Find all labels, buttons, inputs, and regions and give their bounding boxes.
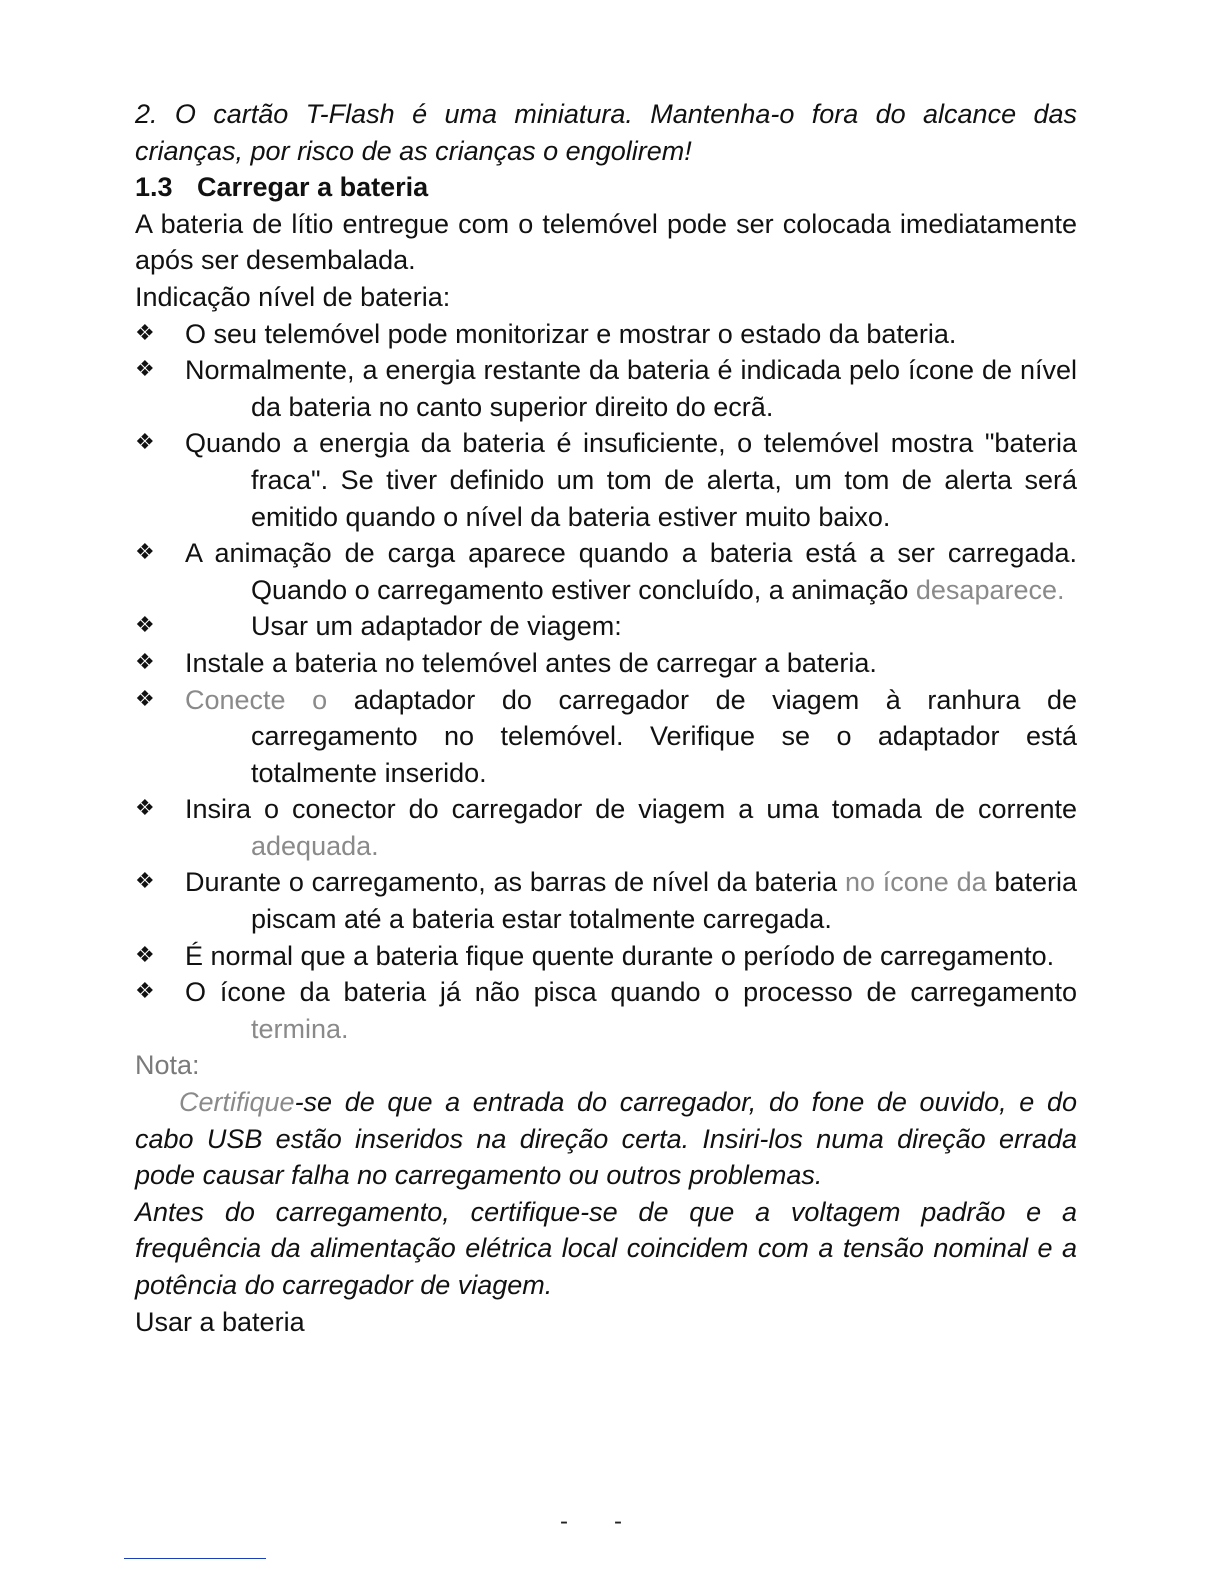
bullet-diamond-icon: ❖ xyxy=(135,942,155,968)
bullet-diamond-icon: ❖ xyxy=(135,613,155,639)
list-item: ❖ O ícone da bateria já não pisca quando o processo de carregamento termina. xyxy=(135,974,1077,1047)
footer-dash-right: - xyxy=(614,1508,622,1535)
list-item: ❖ Normalmente, a energia restante da bateria é indicada pelo ícone de nível da bateria no canto superior direito do ecrã. xyxy=(135,352,1077,425)
list-item: ❖ Quando a energia da bateria é insuficiente, o telemóvel mostra "bateria fraca". Se tiver definido um tom de alerta, um tom de alerta será emitido quando o nível da bateria estiver muito baixo. xyxy=(135,425,1077,535)
bullet-diamond-icon: ❖ xyxy=(135,357,155,383)
footnote-rule xyxy=(124,1558,266,1559)
battery-intro-paragraph: A bateria de lítio entregue com o telemóvel pode ser colocada imediatamente após ser desembalada. xyxy=(135,208,1077,276)
list-item: ❖ Instale a bateria no telemóvel antes de carregar a bateria. xyxy=(135,645,1077,682)
list-item: ❖ A animação de carga aparece quando a bateria está a ser carregada. Quando o carregamento estiver concluído, a animação desaparece. xyxy=(135,535,1077,608)
bullet-diamond-icon: ❖ xyxy=(135,320,155,346)
list-item: ❖ É normal que a bateria fique quente durante o período de carregamento. xyxy=(135,938,1077,975)
bullet-diamond-icon: ❖ xyxy=(135,649,155,675)
note-paragraph-2: Antes do carregamento, certifique-se de que a voltagem padrão e a frequência da alimentação elétrica local coincidem com a tensão nominal e a potência do carregador de viagem. xyxy=(135,1196,1077,1300)
note-label: Nota: xyxy=(135,1050,200,1081)
footer-dash-left: - xyxy=(560,1508,568,1535)
bullet-diamond-icon: ❖ xyxy=(135,430,155,456)
list-item: ❖ O seu telemóvel pode monitorizar e mostrar o estado da bateria. xyxy=(135,316,1077,353)
closing-heading: Usar a bateria xyxy=(135,1306,305,1337)
bullet-diamond-icon: ❖ xyxy=(135,979,155,1005)
bullet-diamond-icon: ❖ xyxy=(135,686,155,712)
list-item: ❖ Conecte o adaptador do carregador de viagem à ranhura de carregamento no telemóvel. Verifique se o adaptador está totalmente inserido. xyxy=(135,682,1077,792)
bullet-diamond-icon: ❖ xyxy=(135,796,155,822)
bullet-list xyxy=(135,316,1077,1048)
section-heading xyxy=(135,169,1077,206)
list-item: ❖ Durante o carregamento, as barras de nível da bateria no ícone da bateria piscam até a bateria estar totalmente carregada. xyxy=(135,864,1077,937)
intro-paragraph: 2. O cartão T-Flash é uma miniatura. Mantenha-o fora do alcance das crianças, por risco de as crianças o engolirem! xyxy=(135,99,1077,166)
section-number: 1.3 xyxy=(135,172,173,203)
section-title: Carregar a bateria xyxy=(197,172,429,203)
list-item: ❖ Usar um adaptador de viagem: xyxy=(135,608,1077,645)
document-page xyxy=(135,96,1077,1340)
note-paragraph-1: Certifique-se de que a entrada do carregador, do fone de ouvido, e do cabo USB estão inseridos na direção certa. Insiri-los numa direção errada pode causar falha no carregamento ou outros problemas. xyxy=(135,1087,1077,1191)
bullet-diamond-icon: ❖ xyxy=(135,540,155,566)
bullet-diamond-icon: ❖ xyxy=(135,869,155,895)
list-item: ❖ Insira o conector do carregador de viagem a uma tomada de corrente adequada. xyxy=(135,791,1077,864)
battery-level-label: Indicação nível de bateria: xyxy=(135,281,451,312)
